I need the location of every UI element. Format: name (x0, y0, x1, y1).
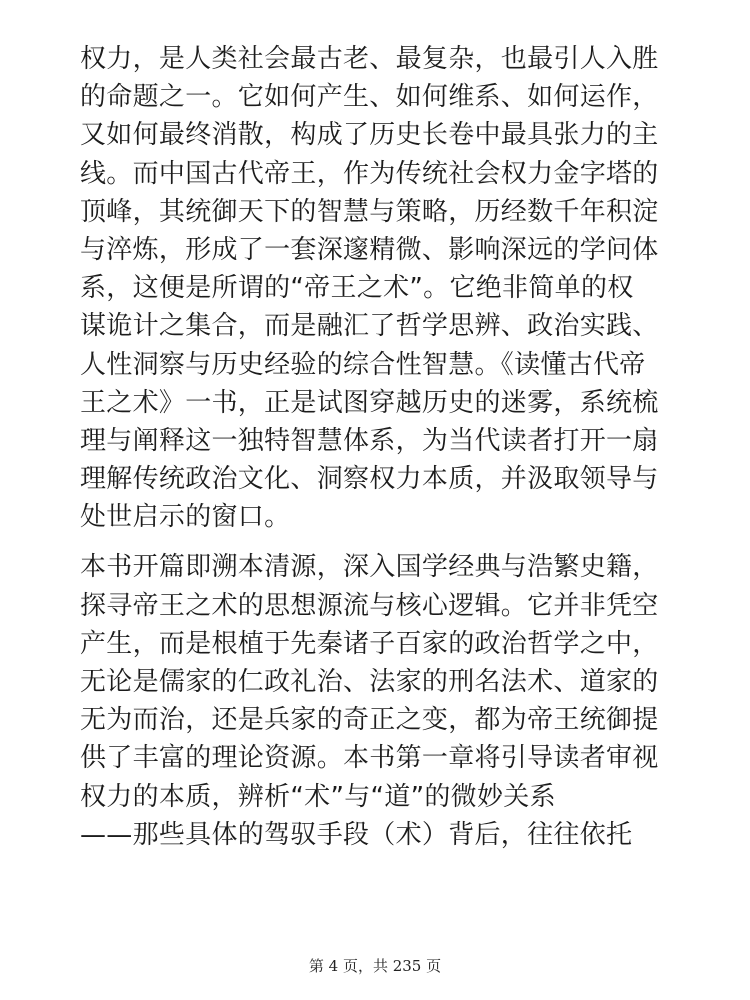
text-line: 系，这便是所谓的“帝王之术”。它绝非简单的权 (80, 273, 634, 304)
paragraph-1 (80, 40, 680, 536)
text-line: 理与阐释这一独特智慧体系，为当代读者打开一扇 (80, 425, 659, 456)
text-line: 的命题之一。它如何产生、如何维系、如何运作， (80, 82, 659, 113)
text-line: 产生，而是根植于先秦诸子百家的政治哲学之中， (80, 628, 659, 659)
text-line: 无论是儒家的仁政礼治、法家的刑名法术、道家的 (80, 667, 659, 697)
text-line: 供了丰富的理论资源。本书第一章将引导读者审视 (80, 743, 659, 774)
text-line: 顶峰，其统御天下的智慧与策略，历经数千年积淀 (80, 196, 659, 227)
text-line: 权力，是人类社会最古老、最复杂，也最引人入胜 (80, 44, 659, 74)
text-line: 王之术》一书，正是试图穿越历史的迷雾，系统梳 (80, 387, 659, 418)
text-line: 处世启示的窗口。 (80, 502, 291, 533)
text-line: 线。而中国古代帝王，作为传统社会权力金字塔的 (80, 158, 659, 189)
text-line: 又如何最终消散，构成了历史长卷中最具张力的主 (80, 120, 659, 151)
text-line: 本书开篇即溯本清源，深入国学经典与浩繁史籍， (80, 552, 659, 583)
paragraph-2 (80, 548, 680, 854)
text-line: 谋诡计之集合，而是融汇了哲学思辨、政治实践、 (80, 311, 659, 342)
text-line: 权力的本质，辨析“术”与“道”的微妙关系 (80, 781, 556, 812)
text-line: 无为而治，还是兵家的奇正之变，都为帝王统御提 (80, 705, 659, 736)
text-line: 探寻帝王之术的思想源流与核心逻辑。它并非凭空 (80, 590, 659, 621)
text-line: 与淬炼，形成了一套深邃精微、影响深远的学问体 (80, 234, 659, 265)
text-line: 理解传统政治文化、洞察权力本质，并汲取领导与 (80, 464, 659, 495)
text-line: 人性洞察与历史经验的综合性智慧。《读懂古代帝 (80, 349, 646, 380)
text-line: ——那些具体的驾驭手段（术）背后，往往依托 (80, 819, 633, 850)
page-number-footer: 第 4 页，共 235 页 (308, 957, 442, 975)
body-text (80, 40, 680, 866)
